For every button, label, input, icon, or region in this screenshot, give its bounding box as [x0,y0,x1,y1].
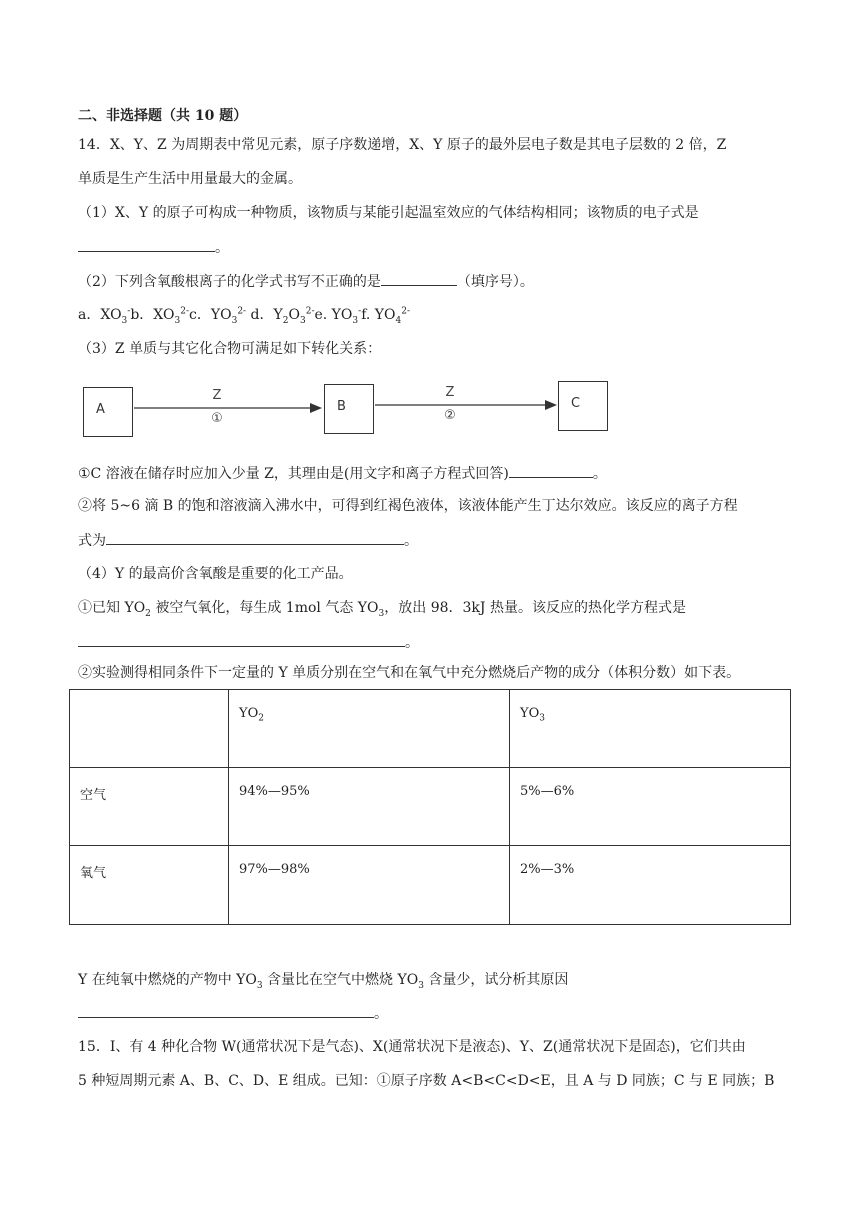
q14-part3-item1: ①C 溶液在储存时应加入少量 Z，其理由是(用文字和离子方程式回答) 。 [78,466,607,482]
q14-part2-options: a．$XO_3^-b$．$XO_3^{2-}c$．$YO_3^{2-}$ d．$Y_2O_3^{2-}e$. $YO_3^-f$. $YO_4^{2-}$ [78,306,411,326]
q14-part3-item2-line1: ②将 5~6 滴 B 的饱和溶液滴入沸水中，可得到红褐色液体，该液体能产生丁达尔效应。该反应的离子方程 [78,498,738,514]
table-corner-cell [70,690,229,768]
table-cell: 97%—98% [229,846,510,925]
answer-blank[interactable] [106,531,404,545]
q14-part4-item3: Y 在纯氧中燃烧的产物中 $YO_3$ 含量比在空气中燃烧 $YO_3$ 含量少，试分析其原因 [78,972,569,991]
arrow2-label-bottom: ② [444,408,456,423]
q14-part2: （2）下列含氧酸根离子的化学式书写不正确的是 （填序号）。 [78,274,534,290]
arrow1-label-top: Z [212,388,222,403]
diagram-arrows [0,0,860,460]
box-b: B [324,384,374,434]
q14-part3-item2-line2: 式为 。 [78,533,418,549]
q14-part4-item3-answer: 。 [78,1004,388,1023]
answer-blank[interactable] [78,633,405,647]
table-row-label-oxygen: 氧气 [70,846,229,925]
table-header-yo3: $YO_3$ [510,690,791,768]
section-title: 二、非选择题（共 10 题） [78,108,248,124]
q14-stem-line2: 单质是生产生活中用量最大的金属。 [78,171,302,187]
arrow1-label-bottom: ① [211,411,223,426]
box-a: A [83,387,133,437]
q14-part1: （1）X、Y 的原子可构成一种物质，该物质与某能引起温室效应的气体结构相同；该物质的电子式是 [78,205,699,221]
answer-blank[interactable] [509,464,593,478]
table-cell: 94%—95% [229,768,510,846]
box-c: C [558,381,608,431]
q14-part4-item2: ②实验测得相同条件下一定量的 Y 单质分别在空气和在氧气中充分燃烧后产物的成分（体积分数）如下表。 [78,665,741,681]
q14-part4-item1-answer: 。 [78,633,419,652]
combustion-table [69,689,791,925]
q15-stem-line1: 15．I、有 4 种化合物 W(通常状况下是气态)、X(通常状况下是液态)、Y、Z(通常状况下是固态)，它们共由 [78,1039,746,1055]
q14-part1-answer: 。 [78,238,229,257]
q14-part4: （4）Y 的最高价含氧酸是重要的化工产品。 [78,566,353,582]
table-header-yo2: $YO_2$ [229,690,510,768]
q14-part3: （3）Z 单质与其它化合物可满足如下转化关系： [78,341,382,357]
q15-stem-line2: 5 种短周期元素 A、B、C、D、E 组成。已知：①原子序数 A<B<C<D<E，且 A 与 D 同族；C 与 E 同族；B [78,1073,775,1089]
q14-part4-item1: ①已知 $YO_2$ 被空气氧化，每生成 1mol 气态 $YO_3$，放出 98．3kJ 热量。该反应的热化学方程式是 [78,600,686,619]
table-cell: 5%—6% [510,768,791,846]
arrow2-label-top: Z [445,385,455,400]
table-cell: 2%—3% [510,846,791,925]
q14-stem-line1: 14．X、Y、Z 为周期表中常见元素，原子序数递增，X、Y 原子的最外层电子数是其电子层数的 2 倍，Z [78,137,727,153]
table-row-label-air: 空气 [70,768,229,846]
answer-blank[interactable] [78,1004,374,1018]
